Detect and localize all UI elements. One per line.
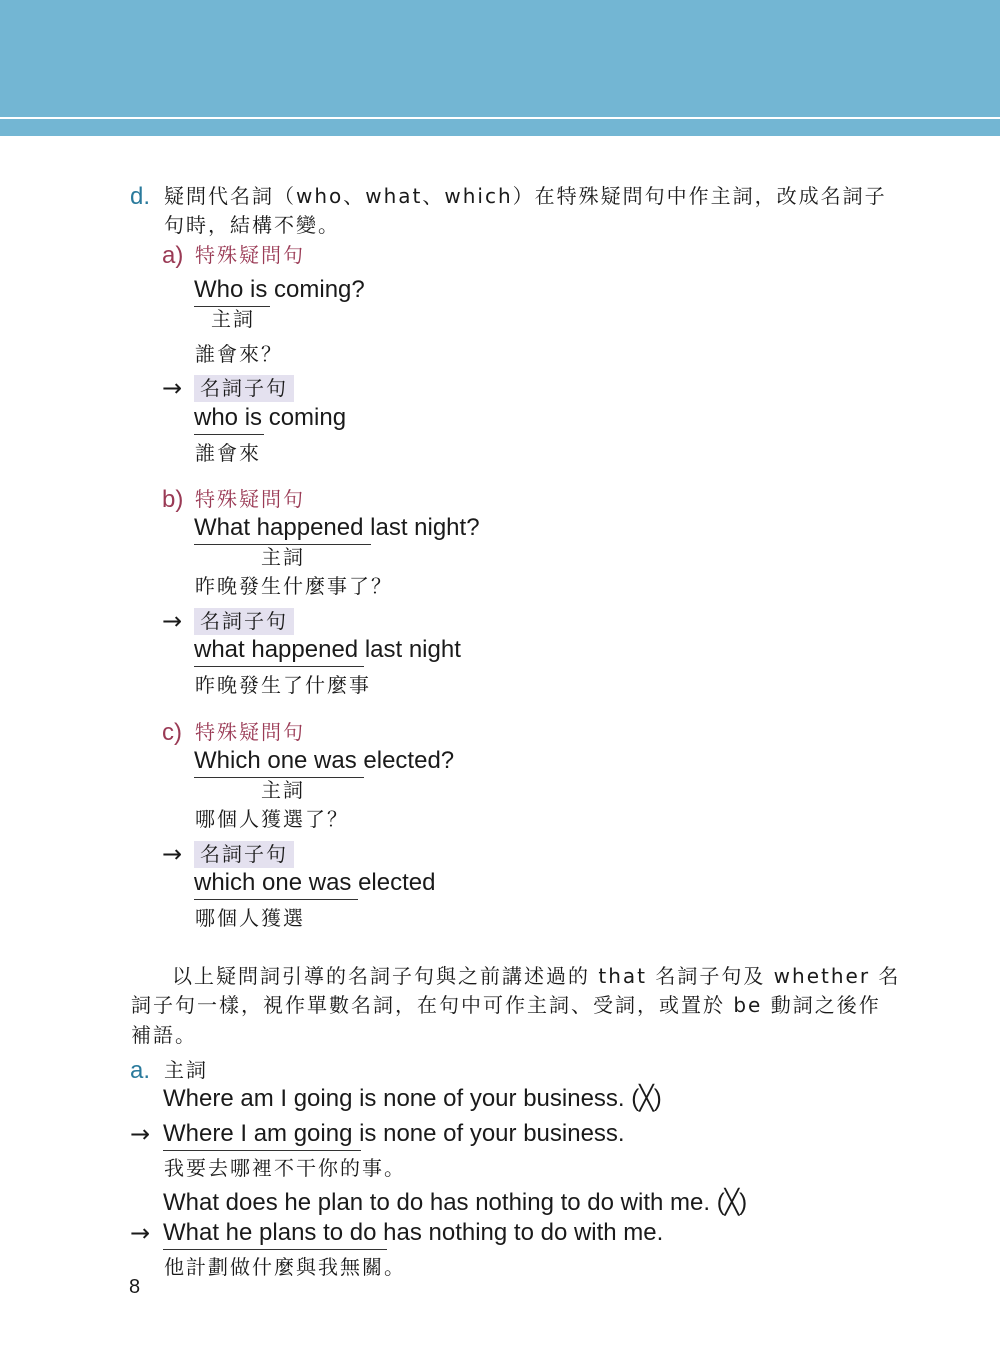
example-b-sentence: What happened last night? bbox=[194, 514, 480, 541]
example-c-clause-underline bbox=[194, 899, 358, 900]
section-a-trans1: 我要去哪裡不干你的事。 bbox=[164, 1156, 406, 1180]
example-a-clause-translation: 誰會來 bbox=[195, 441, 261, 465]
example-c-clause: which one was elected bbox=[194, 869, 436, 896]
example-c-arrow: → bbox=[162, 840, 183, 868]
section-d-line2: 句時，結構不變。 bbox=[164, 213, 340, 237]
section-a-right1-underline bbox=[163, 1150, 361, 1151]
example-c-sentence: Which one was elected? bbox=[194, 747, 455, 774]
example-b-marker: b) bbox=[162, 486, 184, 513]
example-b-arrow: → bbox=[162, 607, 183, 635]
example-c-label: 特殊疑問句 bbox=[195, 720, 305, 744]
example-a-arrow: → bbox=[162, 374, 183, 402]
section-a-arrow1: → bbox=[130, 1120, 151, 1148]
example-b-note: 主詞 bbox=[261, 545, 305, 569]
example-b-clause: what happened last night bbox=[194, 636, 461, 663]
example-b-clause-underline bbox=[194, 666, 364, 667]
example-c-clause-translation: 哪個人獲選 bbox=[195, 906, 305, 930]
section-a-right1: Where I am going is none of your business. bbox=[163, 1120, 625, 1147]
section-a-trans2: 他計劃做什麼與我無關。 bbox=[164, 1255, 406, 1279]
example-a-label: 特殊疑問句 bbox=[195, 243, 305, 267]
paragraph-line1: 以上疑問詞引導的名詞子句與之前講述過的 that 名詞子句及 whether 名 bbox=[172, 964, 901, 988]
example-b-label: 特殊疑問句 bbox=[195, 487, 305, 511]
section-a-arrow2: → bbox=[130, 1219, 151, 1247]
example-b-clause-translation: 昨晚發生了什麼事 bbox=[195, 673, 371, 697]
paragraph-line3: 補語。 bbox=[131, 1023, 197, 1047]
example-c-clause-label: 名詞子句 bbox=[194, 841, 294, 868]
header-divider bbox=[0, 117, 1000, 119]
example-a-clause: who is coming bbox=[194, 404, 347, 431]
example-c-marker: c) bbox=[162, 719, 182, 746]
page-number: 8 bbox=[129, 1276, 141, 1298]
example-b-clause-label: 名詞子句 bbox=[194, 608, 294, 635]
example-a-translation: 誰會來？ bbox=[195, 342, 283, 366]
example-a-sentence: Who is coming? bbox=[194, 276, 365, 303]
example-a-note: 主詞 bbox=[211, 307, 255, 331]
section-a-label: 主詞 bbox=[164, 1058, 208, 1082]
example-a-clause-underline bbox=[194, 434, 264, 435]
example-a-clause-label: 名詞子句 bbox=[194, 375, 294, 402]
header-band bbox=[0, 0, 1000, 136]
example-c-translation: 哪個人獲選了？ bbox=[195, 807, 349, 831]
section-a-marker: a. bbox=[130, 1057, 151, 1084]
section-a-wrong2: What does he plan to do has nothing to do with me. (╳) bbox=[163, 1189, 748, 1216]
example-c-note: 主詞 bbox=[261, 778, 305, 802]
section-a-right2-underline bbox=[163, 1249, 387, 1250]
paragraph-line2: 詞子句一樣，視作單數名詞，在句中可作主詞、受詞，或置於 be 動詞之後作 bbox=[131, 993, 881, 1017]
example-b-translation: 昨晚發生什麼事了？ bbox=[195, 574, 393, 598]
example-a-marker: a) bbox=[162, 242, 184, 269]
section-d-line1: 疑問代名詞（who、what、which）在特殊疑問句中作主詞，改成名詞子 bbox=[164, 184, 887, 208]
section-a-right2: What he plans to do has nothing to do with me. bbox=[163, 1219, 664, 1246]
section-a-wrong1: Where am I going is none of your business. (╳) bbox=[163, 1085, 662, 1112]
section-d-marker: d. bbox=[130, 183, 151, 210]
